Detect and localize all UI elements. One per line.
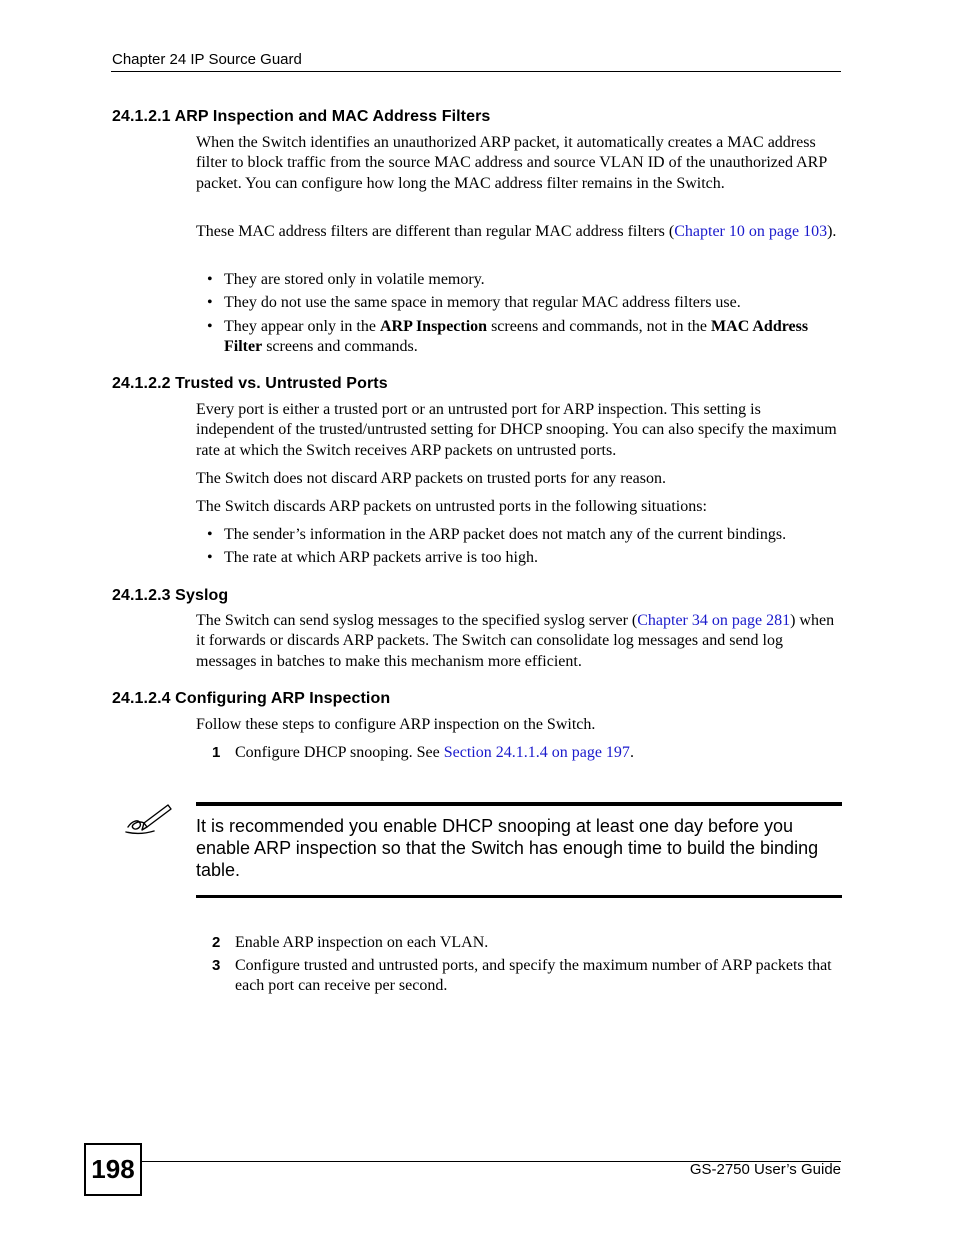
header-rule	[111, 71, 841, 72]
paragraph-text: The Switch can send syslog messages to the specified syslog server (Chapter 34 on page 281) when it forwards or discards ARP packets. The Switch can consolidate log messages and send log messages in batches to make this mechanism more efficient.	[196, 612, 835, 670]
pencil-note-icon	[124, 801, 174, 835]
page-number: 198	[91, 1154, 135, 1184]
heading-trusted-untrusted: 24.1.2.2 Trusted vs. Untrusted Ports	[112, 375, 388, 392]
heading-configuring-arp: 24.1.2.4 Configuring ARP Inspection	[112, 690, 391, 707]
paragraph-text: These MAC address filters are different than regular MAC address filters (Chapter 10 on page 103).	[196, 223, 837, 240]
paragraph	[196, 469, 842, 489]
heading-arp-mac-filters: 24.1.2.1 ARP Inspection and MAC Address Filters	[112, 108, 491, 125]
note-top-rule	[196, 802, 842, 806]
paragraph	[196, 715, 842, 735]
paragraph-text: The Switch does not discard ARP packets on trusted ports for any reason.	[196, 470, 666, 487]
step-number: 2	[212, 934, 221, 951]
bullet-dot: •	[207, 271, 213, 288]
page-number-box	[84, 1143, 142, 1196]
step-number: 3	[212, 957, 221, 974]
bullet-dot: •	[207, 294, 213, 311]
step-number: 1	[212, 744, 221, 761]
paragraph	[196, 400, 842, 461]
link-chapter-34[interactable]: Chapter 34 on page 281	[637, 612, 791, 629]
note-bottom-rule	[196, 895, 842, 898]
guide-title: GS-2750 User’s Guide	[689, 1161, 841, 1178]
bullet-dot: •	[207, 526, 213, 543]
note-text: It is recommended you enable DHCP snooping at least one day before you enable ARP inspection so that the Switch has enough time to build the binding table.	[196, 816, 819, 880]
paragraph-text: The Switch discards ARP packets on untrusted ports in the following situations:	[196, 498, 707, 515]
running-header: Chapter 24 IP Source Guard	[112, 51, 302, 68]
link-chapter-10[interactable]: Chapter 10 on page 103	[674, 223, 828, 240]
paragraph	[196, 133, 842, 194]
bullet-dot: •	[207, 549, 213, 566]
paragraph	[196, 222, 842, 242]
bullet-dot: •	[207, 318, 213, 335]
paragraph	[196, 497, 842, 517]
paragraph-text: Follow these steps to configure ARP inspection on the Switch.	[196, 716, 596, 733]
paragraph-text: Every port is either a trusted port or an untrusted port for ARP inspection. This setting is independent of the trusted/untrusted setting for DHCP snooping. You can also specify the maximum rate at which the Switch receives ARP packets on untrusted ports.	[196, 401, 837, 459]
link-section-24-1-1-4[interactable]: Section 24.1.1.4 on page 197	[443, 744, 630, 761]
paragraph-text: When the Switch identifies an unauthorized ARP packet, it automatically creates a MAC address filter to block traffic from the source MAC address and source VLAN ID of the unauthorized ARP packet. You can configure how long the MAC address filter remains in the Switch.	[196, 134, 827, 192]
heading-syslog: 24.1.2.3 Syslog	[112, 587, 229, 604]
paragraph	[196, 611, 842, 672]
